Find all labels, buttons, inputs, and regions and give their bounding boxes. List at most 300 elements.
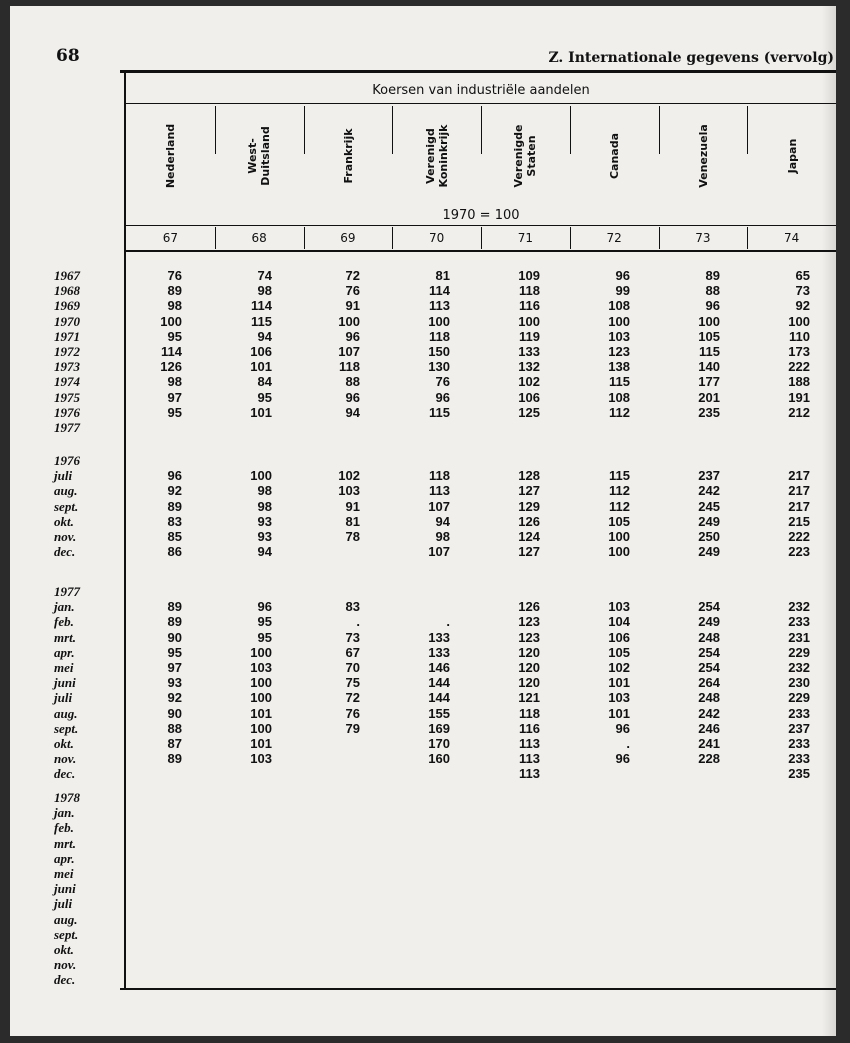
cell-value: 249 xyxy=(698,614,720,630)
cell-value: 100 xyxy=(428,313,450,329)
cell-value: 93 xyxy=(167,675,182,691)
cell-value: 96 xyxy=(615,268,630,283)
row-label: 1971 xyxy=(54,328,80,344)
row-label: sept. xyxy=(54,926,79,942)
col-header-frankrijk: Frankrijk xyxy=(341,128,355,184)
cell-value: 233 xyxy=(788,614,810,630)
cell-value: 95 xyxy=(167,328,182,344)
col-separator xyxy=(481,227,482,249)
cell-value: 89 xyxy=(167,283,182,299)
cell-value: 144 xyxy=(428,675,450,691)
cell-value: 73 xyxy=(345,629,360,645)
cell-value: 76 xyxy=(345,283,360,299)
values-verenigde-staten xyxy=(480,468,540,559)
cell-value: 104 xyxy=(608,614,630,630)
row-labels xyxy=(54,584,124,781)
values-west-duitsland xyxy=(212,599,272,766)
cell-value: 95 xyxy=(257,629,272,645)
cell-value: 126 xyxy=(518,513,540,529)
cell-value: 102 xyxy=(608,659,630,675)
row-labels xyxy=(54,268,124,435)
cell-value: 98 xyxy=(257,498,272,514)
row-label: aug. xyxy=(54,911,78,927)
cell-value: 229 xyxy=(788,644,810,660)
cell-value: 91 xyxy=(345,298,360,314)
cell-value: 96 xyxy=(615,751,630,767)
row-labels xyxy=(54,790,124,987)
cell-value: 96 xyxy=(345,389,360,405)
cell-value: 100 xyxy=(608,313,630,329)
base-note: 1970 = 100 xyxy=(442,208,520,223)
title-rule xyxy=(126,103,836,104)
values-west-duitsland xyxy=(212,468,272,559)
cell-value: 242 xyxy=(698,705,720,721)
cell-value: 100 xyxy=(250,468,272,484)
cell-value: 169 xyxy=(428,720,450,736)
row-label: mei xyxy=(54,659,74,675)
cell-value: 229 xyxy=(788,690,810,706)
cell-value: 76 xyxy=(435,374,450,390)
cell-value: 78 xyxy=(345,528,360,544)
row-label: juli xyxy=(54,896,73,912)
cell-value: 233 xyxy=(788,705,810,721)
row-label: 1976 xyxy=(54,453,80,468)
cell-value: 235 xyxy=(788,766,810,782)
col-number: 69 xyxy=(340,231,356,245)
page-number: 68 xyxy=(56,46,80,66)
cell-value: 144 xyxy=(428,690,450,706)
row-label: 1968 xyxy=(54,283,80,299)
values-canada xyxy=(570,268,630,420)
row-label: okt. xyxy=(54,735,74,751)
cell-value: 114 xyxy=(429,283,450,299)
cell-value: 74 xyxy=(257,268,272,283)
col-separator xyxy=(481,106,482,154)
cell-value: 237 xyxy=(698,468,720,484)
values-nederland xyxy=(122,599,182,766)
cell-value: 103 xyxy=(250,659,272,675)
cell-value: 103 xyxy=(608,328,630,344)
cell-value: 223 xyxy=(788,544,810,560)
row-label: 1969 xyxy=(54,298,80,314)
cell-value: 97 xyxy=(167,389,182,405)
cell-value: 114 xyxy=(251,298,272,314)
cell-value: 233 xyxy=(788,751,810,767)
row-label: feb. xyxy=(54,614,74,630)
col-separator xyxy=(659,106,660,154)
top-rule xyxy=(120,70,836,73)
cell-value: 97 xyxy=(167,659,182,675)
page-edge xyxy=(822,6,836,1036)
cell-value: 146 xyxy=(428,659,450,675)
cell-value: 115 xyxy=(429,404,450,420)
col-separator xyxy=(304,227,305,249)
cell-value: 106 xyxy=(518,389,540,405)
cell-value: 115 xyxy=(251,313,272,329)
row-label: okt. xyxy=(54,941,74,957)
cell-value: 177 xyxy=(698,374,720,390)
cell-value: 102 xyxy=(518,374,540,390)
cell-value: . xyxy=(446,614,450,630)
values-japan xyxy=(750,468,810,559)
col-separator xyxy=(659,227,660,249)
cell-value: 81 xyxy=(435,268,450,283)
cell-value: 95 xyxy=(257,389,272,405)
cell-value: 118 xyxy=(519,705,540,721)
cell-value: 96 xyxy=(257,599,272,615)
cell-value: 155 xyxy=(428,705,450,721)
cell-value: 232 xyxy=(788,659,810,675)
row-label: 1977 xyxy=(54,419,80,435)
col-header-canada: Canada xyxy=(607,132,621,180)
cell-value: 98 xyxy=(435,528,450,544)
row-label: jan. xyxy=(54,599,75,615)
row-label: sept. xyxy=(54,720,79,736)
cell-value: 101 xyxy=(250,404,272,420)
values-canada xyxy=(570,468,630,559)
col-header-verenigd-koninkrijk: Verenigd Koninkrijk xyxy=(423,124,450,188)
row-label: nov. xyxy=(54,528,77,544)
cell-value: 116 xyxy=(519,720,540,736)
cell-value: 83 xyxy=(167,513,182,529)
cell-value: 121 xyxy=(518,690,540,706)
cell-value: 228 xyxy=(698,751,720,767)
cell-value: 81 xyxy=(345,513,360,529)
row-label: apr. xyxy=(54,850,75,866)
cell-value: . xyxy=(356,614,360,630)
cell-value: 98 xyxy=(257,283,272,299)
col-header-venezuela: Venezuela xyxy=(696,124,710,188)
cell-value: 88 xyxy=(705,283,720,299)
cell-value: 124 xyxy=(518,528,540,544)
cell-value: 233 xyxy=(788,735,810,751)
cell-value: 89 xyxy=(705,268,720,283)
cell-value: 107 xyxy=(428,498,450,514)
values-verenigd-koninkrijk xyxy=(390,268,450,420)
values-frankrijk xyxy=(300,468,360,559)
cell-value: 222 xyxy=(788,528,810,544)
cell-value: 84 xyxy=(257,374,272,390)
page xyxy=(10,6,836,1036)
cell-value: 249 xyxy=(698,544,720,560)
cell-value: 96 xyxy=(705,298,720,314)
row-label: 1977 xyxy=(54,584,80,599)
cell-value: 72 xyxy=(345,690,360,706)
cell-value: 133 xyxy=(428,644,450,660)
values-venezuela xyxy=(660,468,720,559)
cell-value: 118 xyxy=(429,468,450,484)
cell-value: 91 xyxy=(345,498,360,514)
cell-value: 112 xyxy=(609,483,630,499)
cell-value: 99 xyxy=(615,283,630,299)
cell-value: 113 xyxy=(519,751,540,767)
col-separator xyxy=(392,106,393,154)
cell-value: 123 xyxy=(518,629,540,645)
cell-value: 138 xyxy=(608,359,630,375)
row-label: juni xyxy=(54,881,76,897)
row-label: dec. xyxy=(54,766,76,782)
row-label: mrt. xyxy=(54,629,77,645)
cell-value: 133 xyxy=(518,343,540,359)
cell-value: 232 xyxy=(788,599,810,615)
cell-value: 107 xyxy=(428,544,450,560)
cell-value: 128 xyxy=(518,468,540,484)
cell-value: 100 xyxy=(608,528,630,544)
cell-value: 222 xyxy=(788,359,810,375)
cell-value: 92 xyxy=(795,298,810,314)
col-header-west-duitsland: West- Duitsland xyxy=(246,126,273,186)
values-nederland xyxy=(122,468,182,559)
col-number: 71 xyxy=(517,231,534,245)
cell-value: 215 xyxy=(788,513,810,529)
row-label: dec. xyxy=(54,544,76,560)
cell-value: 113 xyxy=(519,766,540,782)
cell-value: 217 xyxy=(788,483,810,499)
col-separator xyxy=(747,106,748,154)
cell-value: 235 xyxy=(698,404,720,420)
cell-value: 123 xyxy=(608,343,630,359)
row-label: mrt. xyxy=(54,835,77,851)
cell-value: 112 xyxy=(609,404,630,420)
cell-value: 100 xyxy=(160,313,182,329)
cell-value: 106 xyxy=(608,629,630,645)
cell-value: 86 xyxy=(167,544,182,560)
cell-value: 242 xyxy=(698,483,720,499)
row-label: sept. xyxy=(54,498,79,514)
row-label: 1976 xyxy=(54,404,80,420)
col-separator xyxy=(747,227,748,249)
cell-value: 118 xyxy=(519,283,540,299)
cell-value: 98 xyxy=(257,483,272,499)
col-separator xyxy=(570,227,571,249)
cell-value: 92 xyxy=(167,483,182,499)
row-label: aug. xyxy=(54,483,78,499)
col-number: 68 xyxy=(251,231,267,245)
row-label: 1973 xyxy=(54,359,80,375)
cell-value: 129 xyxy=(518,498,540,514)
cell-value: 119 xyxy=(519,328,540,344)
cell-value: 107 xyxy=(338,343,360,359)
cell-value: 89 xyxy=(167,614,182,630)
cell-value: 120 xyxy=(518,644,540,660)
cell-value: 75 xyxy=(345,675,360,691)
row-label: nov. xyxy=(54,751,77,767)
cell-value: 264 xyxy=(698,675,720,691)
cell-value: 113 xyxy=(429,483,450,499)
cell-value: 90 xyxy=(167,705,182,721)
cell-value: 115 xyxy=(699,343,720,359)
body-rule xyxy=(126,250,836,252)
cell-value: 120 xyxy=(518,675,540,691)
values-frankrijk xyxy=(300,268,360,420)
bottom-rule xyxy=(120,988,836,990)
row-label: dec. xyxy=(54,972,76,988)
col-separator xyxy=(570,106,571,154)
cell-value: 101 xyxy=(608,705,630,721)
cell-value: 94 xyxy=(345,404,360,420)
cell-value: 88 xyxy=(167,720,182,736)
cell-value: 254 xyxy=(698,659,720,675)
cell-value: 120 xyxy=(518,659,540,675)
cell-value: 103 xyxy=(338,483,360,499)
cell-value: 83 xyxy=(345,599,360,615)
header-rule xyxy=(126,225,836,226)
cell-value: 93 xyxy=(257,513,272,529)
values-verenigde-staten xyxy=(480,268,540,420)
cell-value: 87 xyxy=(167,735,182,751)
cell-value: 125 xyxy=(518,404,540,420)
cell-value: 230 xyxy=(788,675,810,691)
col-separator xyxy=(304,106,305,154)
col-number: 72 xyxy=(606,231,622,245)
values-west-duitsland xyxy=(212,268,272,420)
cell-value: 133 xyxy=(428,629,450,645)
cell-value: 109 xyxy=(518,268,540,283)
row-label: 1972 xyxy=(54,343,80,359)
cell-value: 101 xyxy=(250,735,272,751)
values-japan xyxy=(750,268,810,420)
cell-value: 108 xyxy=(608,298,630,314)
cell-value: 94 xyxy=(435,513,450,529)
running-header: Z. Internationale gegevens (vervolg) xyxy=(548,50,834,66)
row-label: juli xyxy=(54,468,73,484)
col-header-japan: Japan xyxy=(785,138,799,174)
col-number: 73 xyxy=(695,231,711,245)
cell-value: 112 xyxy=(609,498,630,514)
cell-value: 89 xyxy=(167,599,182,615)
cell-value: 237 xyxy=(788,720,810,736)
cell-value: 103 xyxy=(608,599,630,615)
cell-value: 100 xyxy=(788,313,810,329)
cell-value: 79 xyxy=(345,720,360,736)
cell-value: 160 xyxy=(428,751,450,767)
cell-value: 241 xyxy=(698,735,720,751)
cell-value: 96 xyxy=(345,328,360,344)
cell-value: 250 xyxy=(698,528,720,544)
cell-value: 132 xyxy=(518,359,540,375)
cell-value: 106 xyxy=(250,343,272,359)
row-label: mei xyxy=(54,865,74,881)
row-label: 1970 xyxy=(54,313,80,329)
cell-value xyxy=(300,544,360,559)
cell-value: 67 xyxy=(345,644,360,660)
row-label: apr. xyxy=(54,644,75,660)
cell-value: 173 xyxy=(788,343,810,359)
cell-value: 113 xyxy=(429,298,450,314)
cell-value: 95 xyxy=(167,644,182,660)
cell-value: 100 xyxy=(250,690,272,706)
cell-value: 114 xyxy=(161,343,182,359)
cell-value: 94 xyxy=(257,328,272,344)
cell-value: 101 xyxy=(608,675,630,691)
cell-value: 118 xyxy=(429,328,450,344)
cell-value: 100 xyxy=(608,544,630,560)
cell-value: 140 xyxy=(698,359,720,375)
values-verenigd-koninkrijk xyxy=(390,468,450,559)
cell-value: 115 xyxy=(609,374,630,390)
cell-value: 246 xyxy=(698,720,720,736)
cell-value: 170 xyxy=(428,735,450,751)
row-label: juni xyxy=(54,675,76,691)
cell-value: 103 xyxy=(608,690,630,706)
cell-value: 254 xyxy=(698,599,720,615)
row-label: 1978 xyxy=(54,790,80,805)
row-label: nov. xyxy=(54,957,77,973)
row-label: jan. xyxy=(54,805,75,821)
cell-value: 102 xyxy=(338,468,360,484)
cell-value xyxy=(390,599,450,614)
col-header-verenigde-staten: Verenigde Staten xyxy=(512,124,539,188)
cell-value: 92 xyxy=(167,690,182,706)
cell-value: 245 xyxy=(698,498,720,514)
cell-value: 212 xyxy=(788,404,810,420)
cell-value: 73 xyxy=(795,283,810,299)
row-label: okt. xyxy=(54,513,74,529)
cell-value: 70 xyxy=(345,659,360,675)
cell-value: 191 xyxy=(788,389,810,405)
cell-value: 123 xyxy=(518,614,540,630)
col-number: 67 xyxy=(162,231,179,245)
cell-value: 89 xyxy=(167,751,182,767)
cell-value: 115 xyxy=(609,468,630,484)
cell-value: 95 xyxy=(167,404,182,420)
row-label: juli xyxy=(54,690,73,706)
cell-value: 95 xyxy=(257,614,272,630)
values-frankrijk xyxy=(300,599,360,736)
values-japan xyxy=(750,599,810,781)
col-number: 70 xyxy=(428,231,445,245)
cell-value: 217 xyxy=(788,498,810,514)
cell-value: 254 xyxy=(698,644,720,660)
cell-value: 248 xyxy=(698,690,720,706)
values-verenigd-koninkrijk xyxy=(390,599,450,766)
cell-value: 96 xyxy=(615,720,630,736)
cell-value: 89 xyxy=(167,498,182,514)
cell-value: 96 xyxy=(435,389,450,405)
row-label: aug. xyxy=(54,705,78,721)
cell-value: 90 xyxy=(167,629,182,645)
cell-value: 98 xyxy=(167,298,182,314)
cell-value: 100 xyxy=(698,313,720,329)
values-venezuela xyxy=(660,599,720,766)
cell-value: 130 xyxy=(428,359,450,375)
cell-value: 113 xyxy=(519,735,540,751)
row-label: feb. xyxy=(54,820,74,836)
cell-value: 126 xyxy=(160,359,182,375)
cell-value: 105 xyxy=(608,644,630,660)
cell-value: 231 xyxy=(788,629,810,645)
cell-value: 93 xyxy=(257,528,272,544)
col-separator xyxy=(392,227,393,249)
cell-value: 100 xyxy=(250,644,272,660)
cell-value: 105 xyxy=(698,328,720,344)
col-header-nederland: Nederland xyxy=(163,123,177,189)
cell-value: 76 xyxy=(167,268,182,283)
cell-value: 76 xyxy=(345,705,360,721)
cell-value: 101 xyxy=(250,359,272,375)
row-label: 1974 xyxy=(54,374,80,390)
cell-value: 100 xyxy=(338,313,360,329)
cell-value: 118 xyxy=(339,359,360,375)
row-labels xyxy=(54,453,124,559)
cell-value: 116 xyxy=(519,298,540,314)
cell-value: 100 xyxy=(518,313,540,329)
cell-value: 100 xyxy=(250,675,272,691)
cell-value: 248 xyxy=(698,629,720,645)
cell-value: 217 xyxy=(788,468,810,484)
values-canada xyxy=(570,599,630,766)
cell-value: 105 xyxy=(608,513,630,529)
